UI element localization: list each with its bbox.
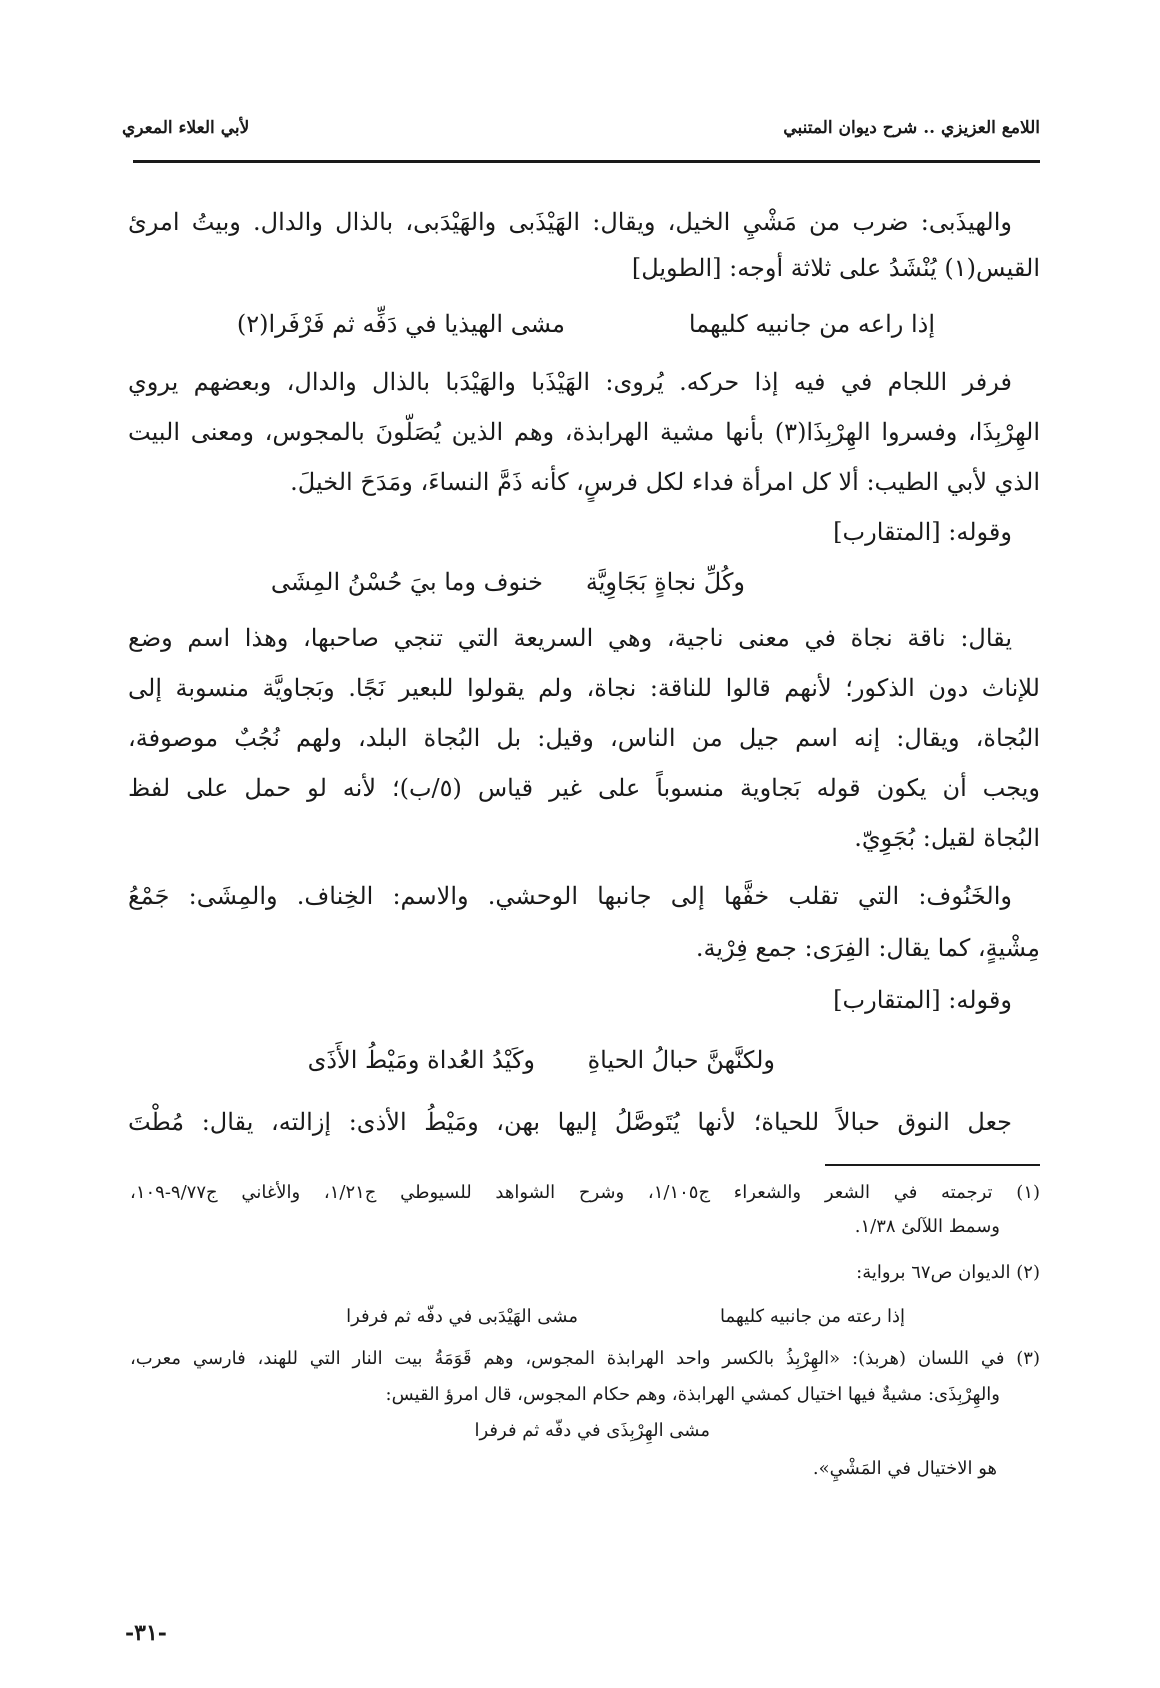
running-header-author: لأبي العلاء المعري [122, 118, 250, 138]
body-line: جعل النوق حبالاً للحياة؛ لأنها يُتَوصَّلُ إليها بهن، ومَيْطُ الأذى: إزالته، يقال: مُطْتَ [128, 1108, 1012, 1136]
body-line: القيس(١) يُنْشَدُ على ثلاثة أوجه: [الطويل] [631, 254, 1040, 282]
body-line: والهيذَبى: ضرب من مَشْيِ الخيل، ويقال: الهَيْذَبى والهَيْدَبى، بالذال والدال. وبيتُ امرئ [128, 208, 1012, 236]
footnote-line: (٣) في اللسان (هربذ): «الهِرْبِذُ بالكسر واحد الهرابذة المجوس، وهم قَوَمَةُ بيت النار التي للهند، فارسي معرب، [130, 1348, 1040, 1369]
body-line: وقوله: [المتقارب] [833, 986, 1012, 1014]
footnote-rule [825, 1164, 1040, 1166]
footnote-line: وسمط اللآلئ ١/٣٨. [854, 1216, 1000, 1237]
footnote-line: والهِرْبِذَى: مشيةٌ فيها اختيال كمشي الهرابذة، وهم حكام المجوس، قال امرؤ القيس: [385, 1384, 1000, 1405]
body-line: فرفر اللجام في فيه إذا حركه. يُروى: الهَيْذَبا والهَيْدَبا بالذال والدال، وبعضهم يروي [128, 368, 1012, 396]
verse-hemistich-first: إذا راعه من جانبيه كليهما [688, 310, 935, 338]
body-line: البُجاة، ويقال: إنه اسم جيل من الناس، وقيل: بل البُجاة البلد، ولهم نُجُبٌ موصوفة، [128, 724, 1040, 752]
verse-hemistich-second: مشى الهيذيا في دَفِّه ثم فَرْفَرا(٢) [236, 310, 565, 338]
running-header-title: اللامع العزيزي .. شرح ديوان المتنبي [783, 118, 1040, 138]
body-line: وقوله: [المتقارب] [833, 518, 1012, 546]
body-line: والخَنُوف: التي تقلب خفَّها إلى جانبها الوحشي. والاسم: الخِناف. والمِشَى: جَمْعُ [128, 882, 1012, 910]
verse-hemistich-first: وكُلِّ نجاةٍ بَجَاوِيَّة [585, 568, 745, 596]
footnote-line: هو الاختيال في المَشْيِ». [812, 1458, 997, 1479]
header-rule [133, 160, 1040, 163]
footnote-verse-first: إذا رعته من جانبيه كليهما [719, 1306, 905, 1327]
footnote-verse-second: مشى الهَيْدَبى في دفّه ثم فرفرا [346, 1306, 578, 1327]
body-line: للإناث دون الذكور؛ لأنهم قالوا للناقة: نجاة، ولم يقولوا للبعير نَجًا. وبَجاويَّة منسوبة إلى [128, 674, 1040, 702]
body-line: مِشْيةٍ، كما يقال: الفِرَى: جمع فِرْية. [695, 934, 1040, 962]
body-line: البُجاة لقيل: بُجَوِيّ. [854, 824, 1040, 852]
page-number: -٣١- [125, 1620, 167, 1646]
footnote-verse-quote: مشى الهِرْبِذَى في دفّه ثم فرفرا [474, 1420, 710, 1441]
body-line: الذي لأبي الطيب: ألا كل امرأة فداء لكل فرسٍ، كأنه ذَمَّ النساءَ، ومَدَحَ الخيلَ. [290, 468, 1040, 496]
verse-hemistich-first: ولكنَّهنَّ حبالُ الحياةِ [587, 1046, 775, 1074]
footnote-line: (٢) الديوان ص٦٧ برواية: [856, 1262, 1040, 1283]
footnote-line: (١) ترجمته في الشعر والشعراء ج١/١٠٥، وشرح الشواهد للسيوطي ج١/٢١، والأغاني ج٩/٧٧-١٠٩، [130, 1182, 1040, 1203]
verse-hemistich-second: وكَيْدُ العُداة ومَيْطُ الأَذَى [307, 1046, 535, 1074]
body-line: الهِرْبِذَا، وفسروا الهِرْبِذَا(٣) بأنها مشية الهرابذة، وهم الذين يُصَلّونَ بالمجوس، ومعنى البيت [128, 418, 1040, 446]
body-line: ويجب أن يكون قوله بَجاوية منسوباً على غير قياس (٥/ب)؛ لأنه لو حمل على لفظ [128, 774, 1040, 802]
verse-hemistich-second: خنوف وما بيَ حُسْنُ المِشَى [270, 568, 543, 596]
body-line: يقال: ناقة نجاة في معنى ناجية، وهي السريعة التي تنجي صاحبها، وهذا اسم وضع [128, 624, 1012, 652]
